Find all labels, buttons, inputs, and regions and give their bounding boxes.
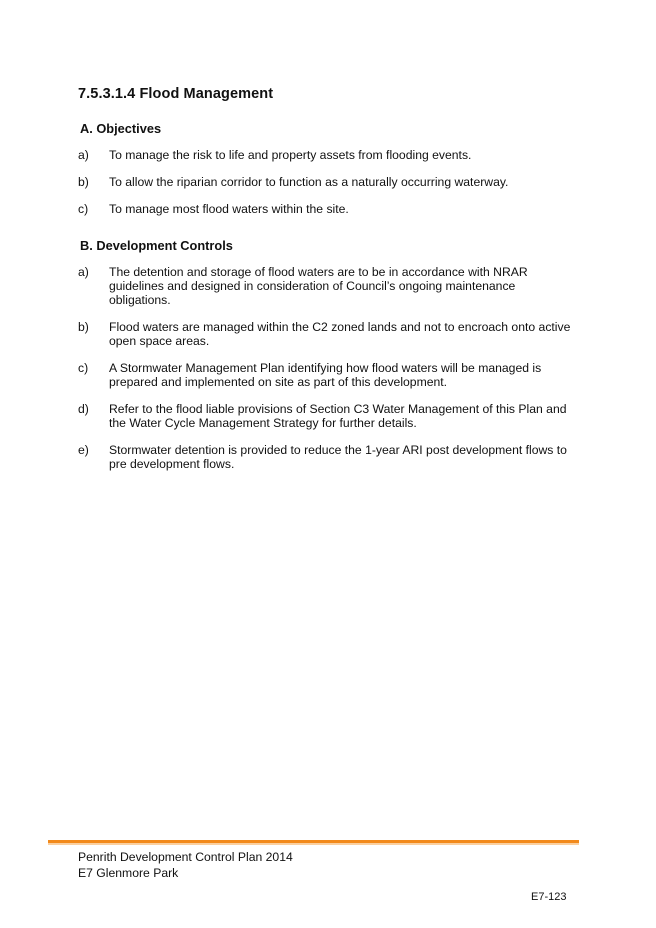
development-controls-heading: B. Development Controls (80, 238, 233, 253)
list-item-text: To manage the risk to life and property assets from flooding events. (109, 148, 472, 162)
list-item (78, 320, 578, 348)
list-item-text: To manage most flood waters within the site. (109, 202, 349, 216)
list-item (78, 202, 578, 216)
list-item (78, 148, 578, 162)
footer-divider (48, 840, 579, 843)
list-marker: d) (78, 402, 89, 416)
footer-document-title: Penrith Development Control Plan 2014 (78, 850, 293, 864)
footer-section-title: E7 Glenmore Park (78, 866, 179, 880)
list-item-text: To allow the riparian corridor to function as a naturally occurring waterway. (109, 175, 509, 189)
list-item-text: A Stormwater Management Plan identifying how flood waters will be managed is prepared and implemented on site as part of this development. (109, 361, 542, 389)
list-marker: b) (78, 175, 89, 189)
list-item (78, 361, 578, 389)
list-item (78, 175, 578, 189)
list-item-text: Refer to the flood liable provisions of Section C3 Water Management of this Plan and the Water Cycle Management Strategy for further details. (109, 402, 567, 430)
list-marker: a) (78, 148, 89, 162)
list-marker: e) (78, 443, 89, 457)
objectives-heading: A. Objectives (80, 121, 162, 136)
list-item-text: Flood waters are managed within the C2 zoned lands and not to encroach onto active open space areas. (109, 320, 571, 348)
list-marker: b) (78, 320, 89, 334)
page-title: 7.5.3.1.4 Flood Management (78, 86, 274, 102)
list-item (78, 265, 578, 307)
list-item-text: Stormwater detention is provided to reduce the 1-year ARI post development flows to pre development flows. (109, 443, 567, 471)
page-number: E7-123 (531, 891, 567, 903)
list-item (78, 443, 578, 471)
objectives-list (78, 148, 578, 229)
list-marker: c) (78, 361, 89, 375)
list-item-text: The detention and storage of flood waters are to be in accordance with NRAR guidelines and designed in consideration of Council’s ongoing maintenance obligations. (109, 265, 528, 307)
list-marker: c) (78, 202, 89, 216)
list-marker: a) (78, 265, 89, 279)
development-controls-list (78, 265, 578, 484)
list-item (78, 402, 578, 430)
